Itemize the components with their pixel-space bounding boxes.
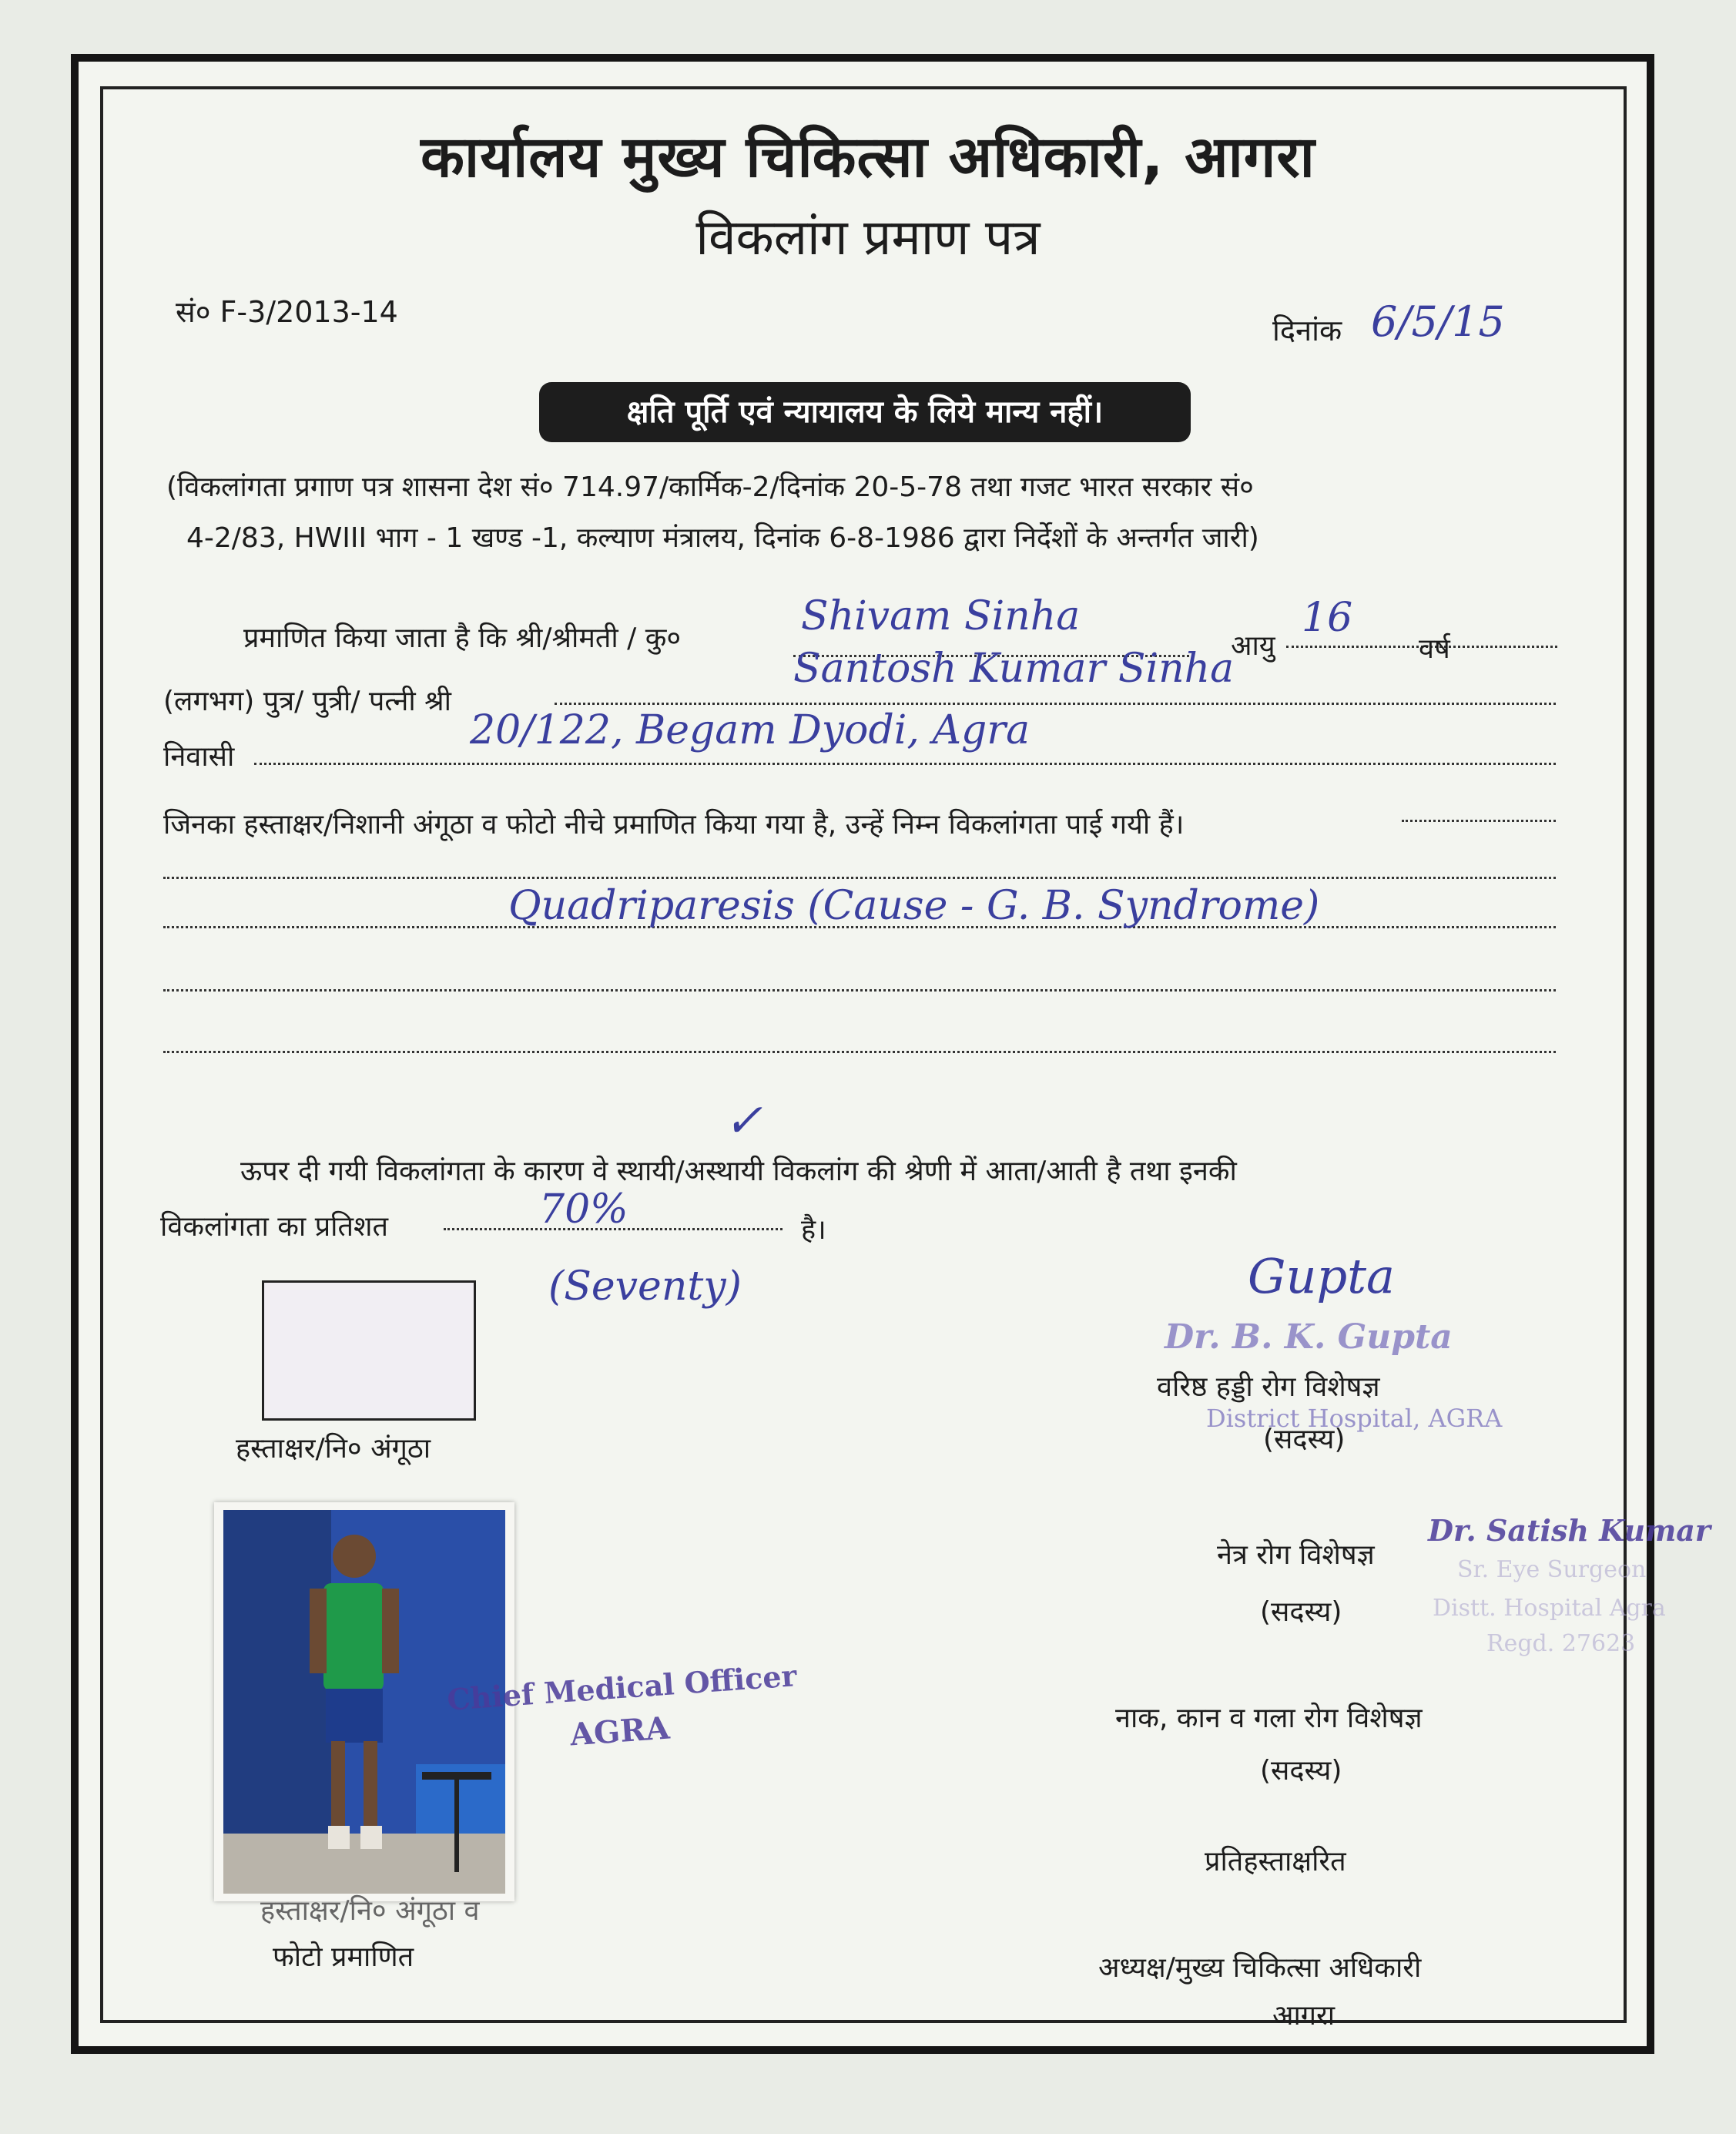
percent-value: 70%	[539, 1186, 628, 1233]
photo-caption: फोटो प्रमाणित	[273, 1941, 414, 1973]
chairman-title: अध्यक्ष/मुख्य चिकित्सा अधिकारी	[1098, 1952, 1422, 1984]
years-label: वर्ष	[1419, 633, 1450, 665]
disclaimer-banner: क्षति पूर्ति एवं न्यायालय के लिये मान्य नहीं।	[539, 382, 1191, 442]
satish-stamp-hospital: Distt. Hospital Agra	[1433, 1595, 1666, 1622]
gupta-stamp-name: Dr. B. K. Gupta	[1165, 1317, 1453, 1357]
category-line: ऊपर दी गयी विकलांगता के कारण वे स्थायी/अस्थायी विकलांग की श्रेणी में आता/आती है तथा इनकी	[240, 1156, 1237, 1187]
cmo-stamp-line-1: Chief Medical Officer	[445, 1658, 798, 1717]
serial-number: सं० F-3/2013-14	[176, 295, 398, 329]
relation-label: (लगभग) पुत्र/ पुत्री/ पत्नी श्री	[163, 686, 451, 717]
office-title: कार्यालय मुख्य चिकित्सा अधिकारी, आगरा	[421, 124, 1315, 190]
thumb-label: हस्ताक्षर/नि० अंगूठा	[236, 1433, 431, 1465]
percent-suffix: है।	[801, 1214, 826, 1246]
legal-reference-line-1: (विकलांगता प्रगाण पत्र शासना देश सं० 714.97/कार्मिक-2/दिनांक 20-5-78 तथा गजट भारत सरकार सं०	[166, 471, 1254, 503]
certificate-title: विकलांग प्रमाण पत्र	[695, 210, 1041, 267]
date-value: 6/5/15	[1371, 297, 1505, 346]
disability-dotted-line-1	[163, 877, 1556, 879]
satish-stamp-reg: Regd. 27623	[1486, 1630, 1636, 1657]
date-label: दिनांक	[1272, 314, 1342, 347]
disability-intro: जिनका हस्ताक्षर/निशानी अंगूठा व फोटो नीचे प्रमाणित किया गया है, उन्हें निम्न विकलांगता पाई गयी हैं।	[163, 809, 1185, 841]
legal-reference-line-2: 4-2/83, HWIII भाग - 1 खण्ड -1, कल्याण मंत्रालय, दिनांक 6-8-1986 द्वारा निर्देशों के अन्तर्गत जारी)	[186, 522, 1259, 554]
address-value: 20/122, Begam Dyodi, Agra	[470, 707, 1031, 753]
thumb-impression-box	[262, 1280, 476, 1421]
countersigned-label: प्रतिहस्ताक्षरित	[1205, 1846, 1346, 1877]
certify-label: प्रमाणित किया जाता है कि श्री/श्रीमती / कु०	[243, 622, 682, 654]
age-value: 16	[1302, 595, 1353, 641]
name-value: Shivam Sinha	[801, 593, 1081, 639]
residence-label: निवासी	[163, 741, 235, 773]
ortho-title: वरिष्ठ हड्डी रोग विशेषज्ञ	[1157, 1371, 1380, 1403]
father-dotted-line	[555, 703, 1556, 705]
disability-value: Quadriparesis (Cause - G. B. Syndrome)	[508, 883, 1320, 929]
disability-dotted-line-3	[163, 989, 1556, 992]
disability-dotted-line-4	[163, 1051, 1556, 1053]
address-dotted-line	[254, 763, 1556, 765]
gupta-stamp-hospital: District Hospital, AGRA	[1206, 1404, 1503, 1433]
eye-title: नेत्र रोग विशेषज्ञ	[1217, 1539, 1375, 1571]
satish-stamp-name: Dr. Satish Kumar	[1428, 1513, 1711, 1548]
ent-role: (सदस्य)	[1260, 1755, 1342, 1787]
gupta-signature: Gupta	[1248, 1248, 1396, 1304]
age-label: आयु	[1231, 630, 1275, 662]
satish-stamp-title: Sr. Eye Surgeon	[1457, 1556, 1647, 1583]
chairman-city: आगरा	[1272, 2000, 1336, 2032]
eye-role: (सदस्य)	[1260, 1596, 1342, 1628]
percent-in-words: (Seventy)	[548, 1263, 742, 1310]
ent-title: नाक, कान व गला रोग विशेषज्ञ	[1115, 1703, 1423, 1734]
intro-dotted-line	[1402, 820, 1556, 822]
ortho-role: (सदस्य)	[1263, 1424, 1346, 1455]
percent-label: विकलांगता का प्रतिशत	[160, 1211, 389, 1243]
cmo-stamp-line-2: AGRA	[568, 1710, 671, 1753]
photo-caption-faded: हस्ताक्षर/नि० अंगूठा व	[260, 1895, 480, 1927]
father-name-value: Santosh Kumar Sinha	[793, 646, 1235, 692]
tick-mark: ✓	[724, 1094, 763, 1148]
